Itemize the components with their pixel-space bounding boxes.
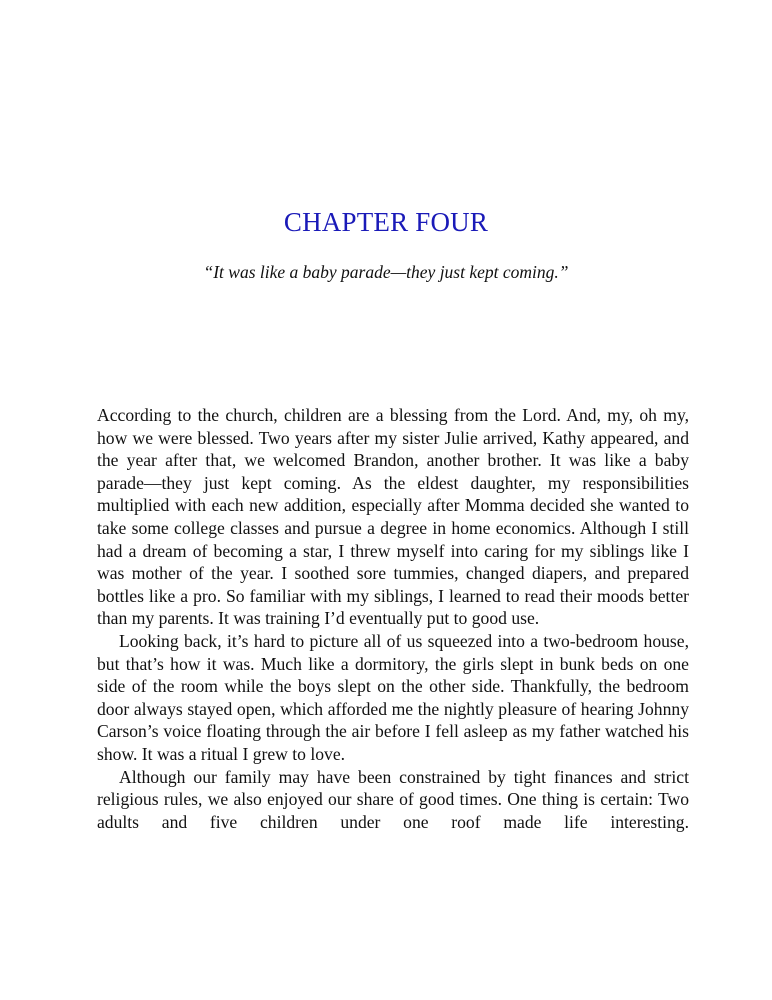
body-paragraph-1: According to the church, children are a blessing from the Lord. And, my, oh my, how we were blessed. Two years after my sister Julie arrived, Kathy appeared, and the year after that, we welcomed Brandon, another brother. It was like a baby parade—they just kept coming. As the eldest daughter, my responsibilities multiplied with each new addition, especially after Momma decided she wanted to take some college classes and pursue a degree in home economics. Although I still had a dream of becoming a star, I threw myself into caring for my siblings like I was mother of the year. I soothed sore tummies, changed diapers, and prepared bottles like a pro. So familiar with my siblings, I learned to read their moods better than my parents. It was training I’d eventually put to good use. (97, 405, 689, 629)
body-paragraph-3: Although our family may have been constrained by tight finances and strict religious rules, we also enjoyed our share of good times. One thing is certain: Two adults and five children under one roof made life interesting. (97, 766, 689, 832)
chapter-title: CHAPTER FOUR (283, 207, 489, 237)
chapter-epigraph: “It was like a baby parade—they just kept coming.” (203, 262, 569, 282)
body-paragraph-2: Looking back, it’s hard to picture all of us squeezed into a two-bedroom house, but that’s how it was. Much like a dormitory, the girls slept in bunk beds on one side of the room while the boys slept on the other side. Thankfully, the bedroom door always stayed open, which afforded me the nightly pleasure of hearing Johnny Carson’s voice floating through the air before I fell asleep as my father watched his show. It was a ritual I grew to love. (97, 630, 689, 764)
chapter-body (97, 404, 689, 833)
